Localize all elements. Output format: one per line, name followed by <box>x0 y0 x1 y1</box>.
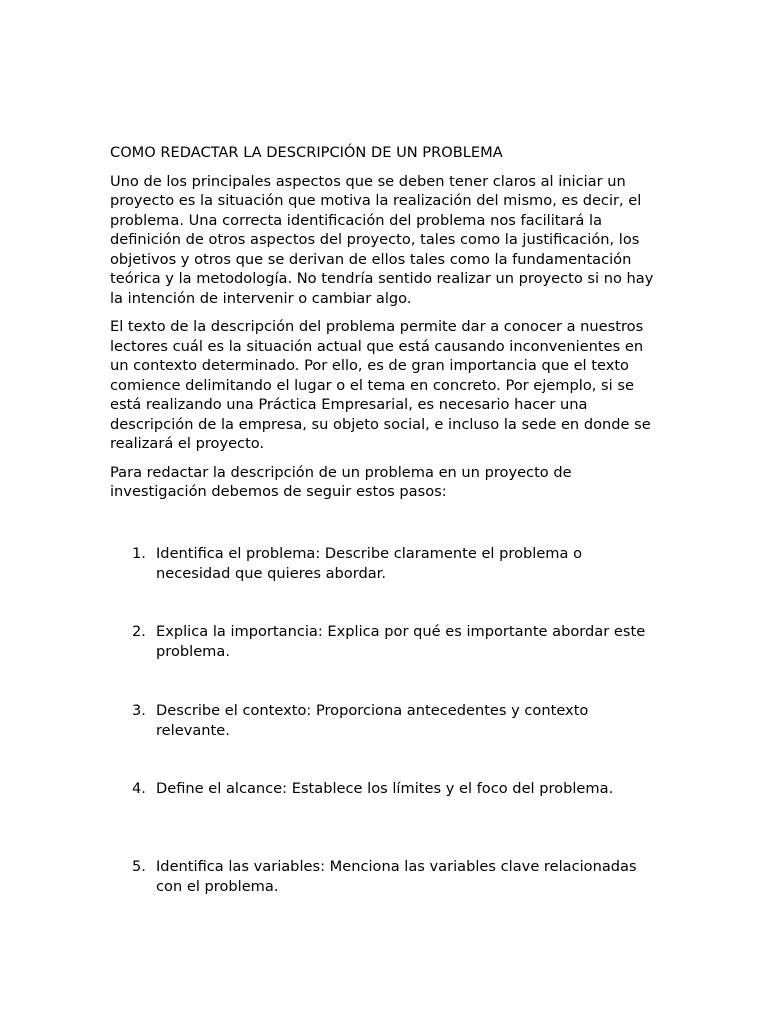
paragraph-intro: Uno de los principales aspectos que se deben tener claros al iniciar un proyecto es la situación que motiva la realización del mismo, es decir, el problema. Una correcta identificación del problema nos facilitará la definición de otros aspectos del proyecto, tales como la justificación, los objetivos y otros que se derivan de ellos tales como la fundamentación teórica y la metodología. No tendría sentido realizar un proyecto si no hay la intención de intervenir o cambiar algo. <box>110 172 654 307</box>
step-item <box>132 779 652 799</box>
paragraph-steps-intro: Para redactar la descripción de un problema en un proyecto de investigación debemos de seguir estos pasos: <box>110 463 572 500</box>
step-number: 3. <box>132 702 146 719</box>
step-text: Define el alcance: Establece los límites y el foco del problema. <box>156 780 614 797</box>
step-text: Describe el contexto: Proporciona antecedentes y contexto relevante. <box>156 702 589 739</box>
step-item <box>132 701 652 740</box>
step-number: 4. <box>132 780 146 797</box>
step-item <box>132 622 652 661</box>
step-number: 5. <box>132 858 146 875</box>
paragraph-description: El texto de la descripción del problema permite dar a conocer a nuestros lectores cuál es la situación actual que está causando inconvenientes en un contexto determinado. Por ello, es de gran importancia que el texto comience delimitando el lugar o el tema en concreto. Por ejemplo, si se está realizando una Práctica Empresarial, es necesario hacer una descripción de la empresa, su objeto social, e incluso la sede en donde se realizará el proyecto. <box>110 318 651 452</box>
step-item <box>132 857 652 896</box>
step-text: Identifica el problema: Describe claramente el problema o necesidad que quieres abordar. <box>156 545 583 582</box>
step-item <box>132 544 652 583</box>
step-number: 2. <box>132 623 146 640</box>
step-number: 1. <box>132 545 146 562</box>
document-title: COMO REDACTAR LA DESCRIPCIÓN DE UN PROBLEMA <box>110 144 503 161</box>
step-text: Identifica las variables: Menciona las variables clave relacionadas con el problema. <box>156 858 637 895</box>
document-body <box>110 143 665 511</box>
step-text: Explica la importancia: Explica por qué es importante abordar este problema. <box>156 623 646 660</box>
